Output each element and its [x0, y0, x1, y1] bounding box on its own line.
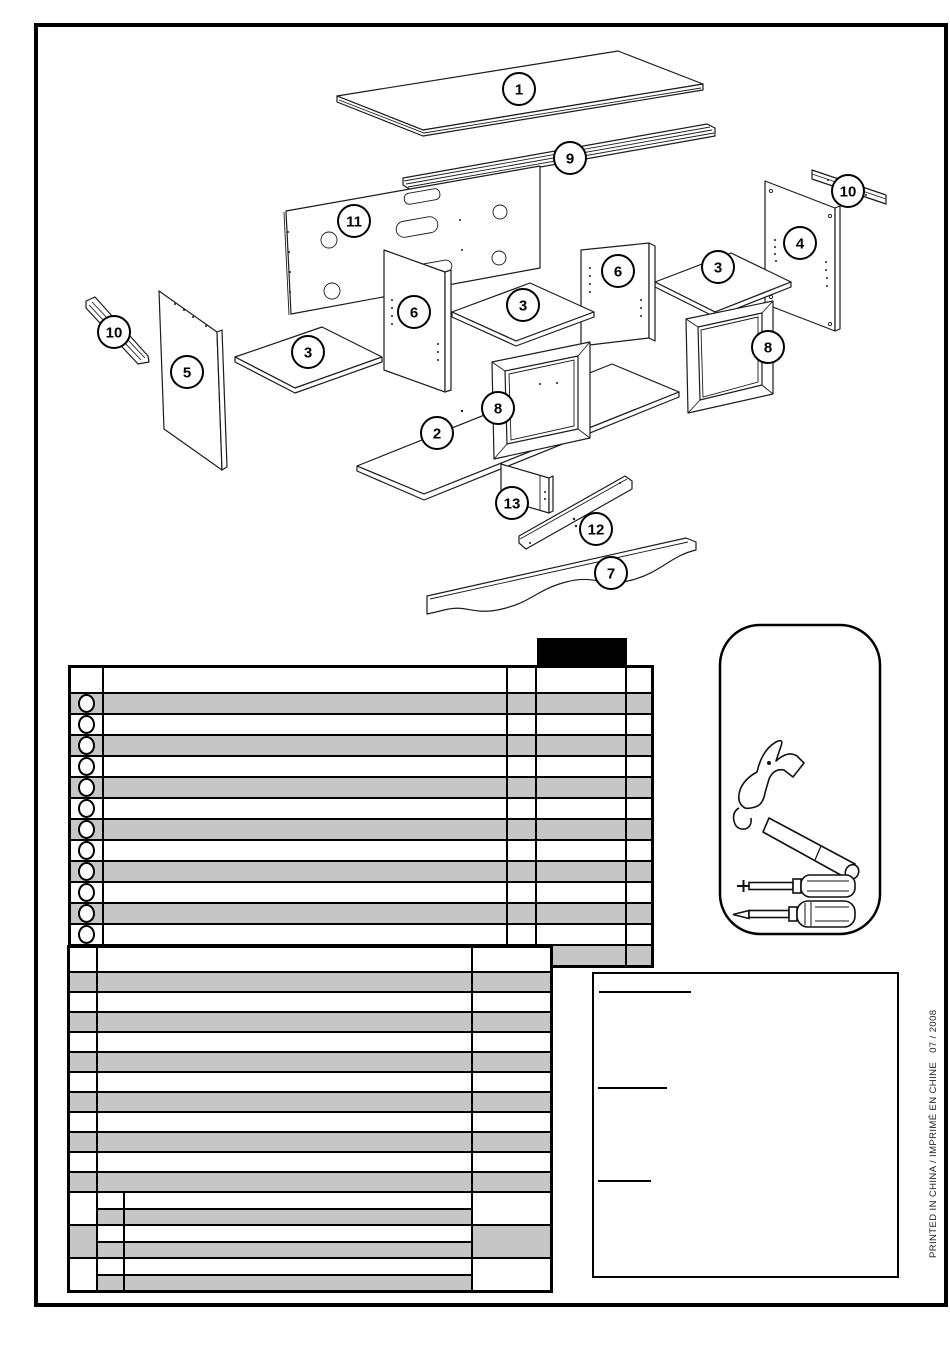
parts-row-cell [627, 904, 651, 923]
hardware-table-row [70, 1071, 550, 1091]
parts-row-cell [104, 715, 508, 734]
hardware-sub-row [98, 1193, 471, 1208]
parts-row-cell [508, 904, 537, 923]
hardware-row-cell [473, 1113, 550, 1131]
svg-text:3: 3 [303, 344, 313, 362]
svg-text:2: 2 [432, 425, 442, 443]
hardware-compound-outer-cell [70, 1193, 98, 1224]
blacked-out-label [537, 638, 627, 667]
parts-list-table [68, 665, 654, 968]
parts-header-description-cell [104, 668, 508, 692]
parts-row-cell [627, 694, 651, 713]
parts-row-cell [537, 694, 627, 713]
parts-row-item-cell [71, 883, 104, 902]
parts-table-row [71, 692, 651, 713]
svg-text:13: 13 [503, 495, 521, 513]
parts-row-cell [508, 841, 537, 860]
part-callout-6 [398, 296, 430, 328]
parts-row-item-cell [71, 820, 104, 839]
parts-row-item-cell [71, 925, 104, 944]
hardware-compound-right-cell [473, 1226, 550, 1257]
svg-text:8: 8 [493, 400, 503, 418]
item-bullet-icon [78, 736, 95, 755]
hardware-row-cell [473, 973, 550, 991]
hardware-sub-row [98, 1274, 471, 1291]
parts-row-cell [627, 736, 651, 755]
svg-text:6: 6 [613, 263, 623, 281]
part-callout-8 [482, 392, 514, 424]
parts-row-cell [537, 841, 627, 860]
parts-row-cell [537, 757, 627, 776]
hardware-row-cell [70, 1153, 98, 1171]
hardware-sub-row-key-cell [98, 1243, 125, 1258]
parts-row-item-cell [71, 778, 104, 797]
hardware-sub-row-key-cell [98, 1259, 125, 1274]
svg-text:11: 11 [346, 213, 362, 231]
hardware-sub-row-key-cell [98, 1210, 125, 1225]
parts-row-cell [537, 820, 627, 839]
blank-line [598, 1087, 667, 1089]
parts-row-cell [627, 799, 651, 818]
svg-text:1: 1 [514, 81, 524, 99]
svg-text:3: 3 [518, 297, 528, 315]
parts-table-row [71, 734, 651, 755]
item-bullet-icon [78, 925, 95, 944]
hardware-table-header-row [70, 948, 550, 971]
hardware-sub-row-cell [125, 1226, 471, 1241]
hardware-table-row [70, 971, 550, 991]
parts-row-cell [104, 778, 508, 797]
hardware-table-row [70, 1131, 550, 1151]
hardware-compound-subrows [98, 1259, 473, 1290]
hardware-row-cell [70, 1133, 98, 1151]
parts-row-item-cell [71, 715, 104, 734]
hardware-row-cell [473, 1133, 550, 1151]
parts-table-header-row [71, 668, 651, 692]
item-bullet-icon [78, 904, 95, 923]
hardware-compound-right-cell [473, 1259, 550, 1290]
parts-header-cell [627, 668, 651, 692]
hardware-row-cell [98, 1013, 473, 1031]
svg-text:10: 10 [839, 183, 857, 201]
parts-row-item-cell [71, 862, 104, 881]
parts-table-row [71, 839, 651, 860]
parts-row-cell [104, 883, 508, 902]
hardware-header-cell [473, 948, 550, 971]
parts-row-cell [627, 778, 651, 797]
hardware-sub-row-cell [125, 1259, 471, 1274]
hardware-sub-row [98, 1208, 471, 1225]
hardware-row-cell [473, 1013, 550, 1031]
hardware-table-row [70, 991, 550, 1011]
part-callout-1 [503, 73, 535, 105]
svg-text:7: 7 [606, 565, 616, 583]
part-callout-10 [832, 175, 864, 207]
hardware-row-cell [473, 1093, 550, 1111]
svg-text:10: 10 [105, 324, 123, 342]
part-callout-6 [602, 255, 634, 287]
parts-row-cell [508, 736, 537, 755]
hardware-table-row [70, 1011, 550, 1031]
hardware-table-compound-row [70, 1224, 550, 1257]
hardware-table-row [70, 1111, 550, 1131]
parts-row-item-cell [71, 904, 104, 923]
parts-row-cell [537, 799, 627, 818]
parts-row-cell [104, 904, 508, 923]
hardware-row-cell [70, 973, 98, 991]
parts-table-row [71, 797, 651, 818]
hardware-row-cell [70, 1093, 98, 1111]
parts-row-cell [508, 715, 537, 734]
parts-table-row [71, 713, 651, 734]
hardware-row-cell [473, 993, 550, 1011]
part-7-front-apron [427, 538, 696, 614]
parts-row-cell [537, 904, 627, 923]
parts-row-cell [627, 862, 651, 881]
parts-row-cell [627, 946, 651, 965]
part-callout-3 [702, 251, 734, 283]
hardware-sub-row [98, 1241, 471, 1258]
parts-header-cell [508, 668, 537, 692]
item-bullet-icon [78, 841, 95, 860]
hardware-sub-row-cell [125, 1243, 471, 1258]
hardware-compound-outer-cell [70, 1259, 98, 1290]
hardware-row-cell [98, 993, 473, 1011]
hardware-row-cell [70, 1013, 98, 1031]
hardware-sub-row-cell [125, 1210, 471, 1225]
parts-row-cell [104, 694, 508, 713]
hardware-sub-row-cell [125, 1276, 471, 1291]
hardware-table-compound-row [70, 1257, 550, 1290]
parts-row-cell [104, 925, 508, 944]
parts-row-cell [104, 820, 508, 839]
exploded-assembly-diagram [34, 23, 948, 628]
parts-row-cell [508, 862, 537, 881]
hardware-compound-subrows [98, 1193, 473, 1224]
parts-row-cell [537, 925, 627, 944]
hardware-compound-right-cell [473, 1193, 550, 1224]
part-callout-9 [554, 142, 586, 174]
svg-text:4: 4 [795, 235, 805, 253]
parts-table-row [71, 881, 651, 902]
parts-row-cell [537, 862, 627, 881]
blank-line [598, 1180, 651, 1182]
item-bullet-icon [78, 694, 95, 713]
hardware-row-cell [473, 1153, 550, 1171]
parts-row-cell [508, 883, 537, 902]
hardware-row-cell [70, 1053, 98, 1071]
svg-text:12: 12 [587, 521, 605, 539]
item-bullet-icon [78, 883, 95, 902]
required-tools-panel [717, 622, 884, 938]
hardware-row-cell [98, 1153, 473, 1171]
parts-row-cell [104, 757, 508, 776]
hardware-table-row [70, 1151, 550, 1171]
hardware-compound-outer-cell [70, 1226, 98, 1257]
hardware-row-cell [98, 1113, 473, 1131]
parts-table-row [71, 776, 651, 797]
hardware-sub-row [98, 1226, 471, 1241]
parts-table-row [71, 860, 651, 881]
parts-row-item-cell [71, 736, 104, 755]
parts-row-cell [508, 820, 537, 839]
part-callout-8 [752, 331, 784, 363]
hardware-row-cell [473, 1073, 550, 1091]
part-callout-7 [595, 557, 627, 589]
item-bullet-icon [78, 757, 95, 776]
parts-table-row [71, 755, 651, 776]
hardware-row-cell [70, 1113, 98, 1131]
part-callout-10 [98, 316, 130, 348]
hardware-row-cell [70, 993, 98, 1011]
hardware-row-cell [98, 1033, 473, 1051]
item-bullet-icon [78, 799, 95, 818]
hardware-row-cell [98, 1073, 473, 1091]
parts-row-item-cell [71, 841, 104, 860]
part-callout-13 [496, 487, 528, 519]
hardware-row-cell [473, 1033, 550, 1051]
parts-row-item-cell [71, 799, 104, 818]
hardware-sub-row-key-cell [98, 1193, 125, 1208]
hardware-header-cell [98, 948, 473, 971]
hardware-row-cell [98, 1053, 473, 1071]
parts-row-cell [104, 799, 508, 818]
part-callout-3 [292, 336, 324, 368]
parts-row-cell [508, 799, 537, 818]
hardware-row-cell [70, 1033, 98, 1051]
part-callout-5 [171, 356, 203, 388]
parts-row-cell [104, 841, 508, 860]
hardware-table-row [70, 1091, 550, 1111]
parts-row-cell [627, 715, 651, 734]
item-bullet-icon [78, 820, 95, 839]
part-callout-3 [507, 289, 539, 321]
svg-text:5: 5 [182, 364, 192, 382]
parts-row-cell [508, 778, 537, 797]
parts-row-cell [508, 757, 537, 776]
parts-row-cell [537, 715, 627, 734]
parts-row-item-cell [71, 694, 104, 713]
parts-header-cell [537, 668, 627, 692]
part-callout-11 [338, 205, 370, 237]
hardware-row-cell [98, 973, 473, 991]
item-bullet-icon [78, 715, 95, 734]
parts-row-cell [627, 925, 651, 944]
hardware-table-row [70, 1031, 550, 1051]
hardware-sub-row-cell [125, 1193, 471, 1208]
part-callout-2 [421, 417, 453, 449]
item-bullet-icon [78, 778, 95, 797]
parts-row-cell [508, 925, 537, 944]
svg-text:9: 9 [565, 150, 575, 168]
hardware-table-row [70, 1051, 550, 1071]
item-bullet-icon [78, 862, 95, 881]
parts-row-cell [627, 841, 651, 860]
parts-row-cell [537, 883, 627, 902]
hardware-row-cell [70, 1173, 98, 1191]
notes-box [592, 972, 899, 1278]
parts-row-cell [627, 757, 651, 776]
svg-text:8: 8 [763, 339, 773, 357]
hardware-compound-subrows [98, 1226, 473, 1257]
hardware-sub-row-key-cell [98, 1226, 125, 1241]
hardware-row-cell [98, 1173, 473, 1191]
parts-header-item-cell [71, 668, 104, 692]
parts-row-cell [537, 736, 627, 755]
parts-table-row [71, 923, 651, 944]
svg-text:6: 6 [409, 304, 419, 322]
hardware-row-cell [98, 1093, 473, 1111]
parts-row-cell [537, 778, 627, 797]
hardware-header-cell [70, 948, 98, 971]
hardware-row-cell [70, 1073, 98, 1091]
hardware-list-table [67, 945, 553, 1293]
hardware-table-compound-row [70, 1191, 550, 1224]
parts-table-row [71, 902, 651, 923]
parts-row-cell [627, 883, 651, 902]
printed-in-china-text: PRINTED IN CHINA / IMPRIMÉ EN CHINE 07 / 2008 [928, 1009, 939, 1258]
parts-row-cell [627, 820, 651, 839]
hardware-row-cell [98, 1133, 473, 1151]
part-callout-4 [784, 227, 816, 259]
parts-row-cell [104, 862, 508, 881]
hardware-table-row [70, 1171, 550, 1191]
parts-table-row [71, 818, 651, 839]
svg-text:3: 3 [713, 259, 723, 277]
hardware-row-cell [473, 1173, 550, 1191]
hardware-sub-row [98, 1259, 471, 1274]
blank-line [599, 991, 691, 993]
parts-row-cell [508, 694, 537, 713]
hardware-sub-row-key-cell [98, 1276, 125, 1291]
part-callout-12 [580, 513, 612, 545]
parts-row-item-cell [71, 757, 104, 776]
hardware-row-cell [473, 1053, 550, 1071]
parts-row-cell [104, 736, 508, 755]
